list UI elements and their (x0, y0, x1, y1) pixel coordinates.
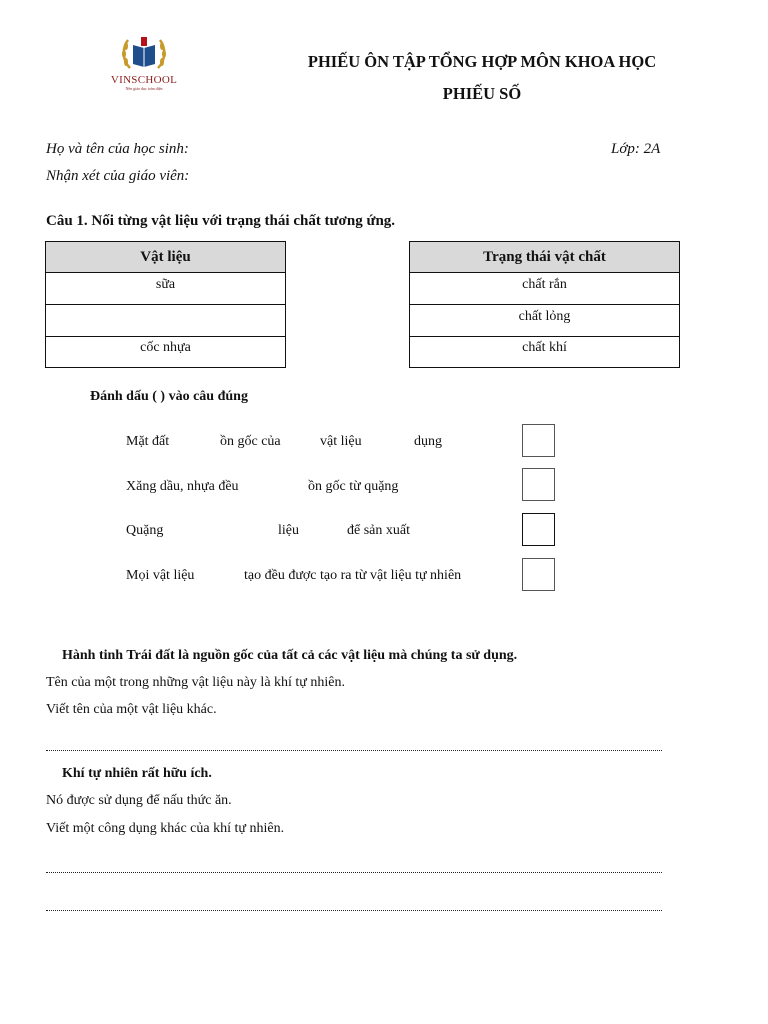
material-cell: cốc nhựa (46, 337, 286, 368)
question-3-prompt: Viết tên của một vật liệu khác. (46, 702, 217, 717)
statement-fragment: Xăng dầu, nhựa đều (126, 479, 239, 494)
answer-line[interactable] (46, 872, 662, 873)
answer-line[interactable] (46, 750, 662, 751)
class-label: Lớp: 2A (611, 141, 661, 157)
question-4-text: Nó được sử dụng để nấu thức ăn. (46, 793, 232, 808)
statement-fragment: Quặng (126, 523, 164, 538)
statement-fragment: vật liệu (320, 434, 362, 449)
state-cell: chất khí (410, 337, 680, 368)
question-4-prompt: Viết một công dụng khác của khí tự nhiên. (46, 821, 285, 836)
question-2-title: Đánh dấu ( ) vào câu đúng (90, 389, 248, 404)
statement-fragment: ồn gốc từ quặng (308, 479, 399, 494)
statement-fragment: ồn gốc của (220, 434, 281, 449)
states-table (409, 241, 680, 368)
question-1-title: Câu 1. Nối từng vật liệu với trạng thái chất tương ứng. (46, 213, 396, 229)
question-3-title: Hành tinh Trái đất là nguồn gốc của tất cả các vật liệu mà chúng ta sử dụng. (62, 648, 518, 663)
question-3-text: Tên của một trong những vật liệu này là khí tự nhiên. (46, 675, 345, 690)
student-name-label: Họ và tên của học sinh: (46, 141, 189, 157)
material-cell: sữa (46, 273, 286, 305)
answer-checkbox[interactable] (522, 424, 555, 457)
state-cell: chất lỏng (410, 305, 680, 337)
laurel-book-icon (120, 34, 168, 74)
statement-fragment: tạo đều được tạo ra từ vật liệu tự nhiên (244, 568, 462, 583)
school-logo (104, 34, 184, 96)
logo-name: VINSCHOOL (110, 74, 178, 86)
statement-fragment: liệu (278, 523, 299, 538)
page-subtitle: PHIẾU SỐ (442, 84, 522, 103)
statement-fragment: Mặt đất (126, 434, 170, 449)
material-cell (46, 305, 286, 337)
statement-fragment: để sản xuất (347, 523, 410, 538)
materials-table (45, 241, 286, 368)
states-header: Trạng thái vật chất (410, 242, 680, 273)
answer-checkbox[interactable] (522, 513, 555, 546)
page-title: PHIẾU ÔN TẬP TỔNG HỢP MÔN KHOA HỌC (307, 52, 657, 71)
logo-tagline: Nền giáo dục toàn diện (125, 86, 163, 91)
state-cell: chất rắn (410, 273, 680, 305)
answer-checkbox[interactable] (522, 558, 555, 591)
materials-header: Vật liệu (46, 242, 286, 273)
answer-line[interactable] (46, 910, 662, 911)
teacher-comment-label: Nhận xét của giáo viên: (46, 168, 190, 184)
answer-checkbox[interactable] (522, 468, 555, 501)
statement-fragment: Mọi vật liệu (126, 568, 195, 583)
question-4-title: Khí tự nhiên rất hữu ích. (62, 766, 212, 781)
statement-fragment: dụng (414, 434, 442, 449)
